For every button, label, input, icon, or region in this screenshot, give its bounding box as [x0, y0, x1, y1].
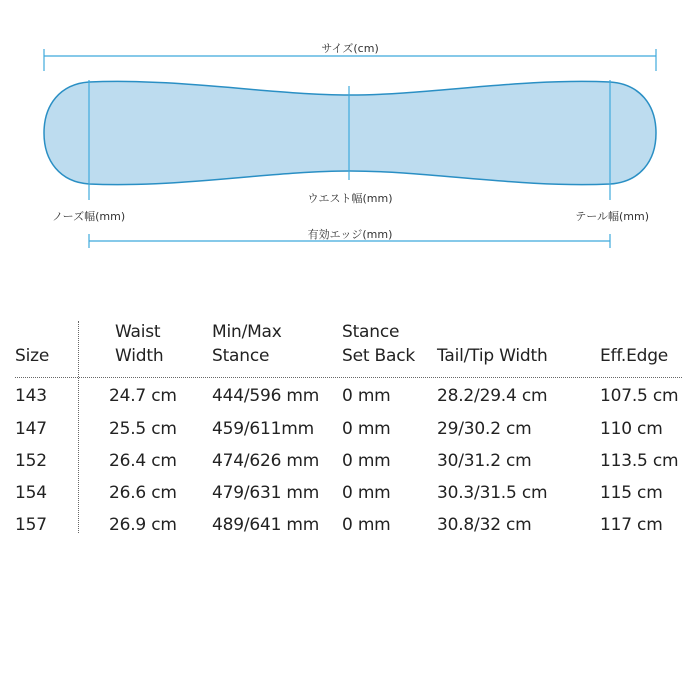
row1-setback: 0 mm	[342, 386, 391, 406]
row3-tail-tip: 30/31.2 cm	[437, 451, 532, 471]
header-waist-line1: Waist	[115, 322, 161, 342]
row3-edge: 113.5 cm	[600, 451, 679, 471]
row2-setback: 0 mm	[342, 419, 391, 439]
header-waist-line2: Width	[115, 346, 164, 366]
edge-label: 有効エッジ(mm)	[307, 228, 393, 241]
row5-tail-tip: 30.8/32 cm	[437, 515, 532, 535]
row2-stance: 459/611mm	[212, 419, 314, 439]
row5-edge: 117 cm	[600, 515, 663, 535]
row3-stance: 474/626 mm	[212, 451, 320, 471]
tail-label: テール幅(mm)	[575, 210, 649, 223]
row1-waist: 24.7 cm	[109, 386, 177, 406]
header-setback-line2: Set Back	[342, 346, 415, 366]
table-header-divider	[15, 377, 682, 378]
row4-size: 154	[15, 483, 47, 503]
row1-stance: 444/596 mm	[212, 386, 320, 406]
row2-edge: 110 cm	[600, 419, 663, 439]
nose-label: ノーズ幅(mm)	[52, 210, 126, 223]
waist-label: ウエスト幅(mm)	[307, 192, 393, 205]
row4-stance: 479/631 mm	[212, 483, 320, 503]
row4-tail-tip: 30.3/31.5 cm	[437, 483, 548, 503]
row5-waist: 26.9 cm	[109, 515, 177, 535]
table-vertical-divider	[78, 321, 79, 533]
size-label: サイズ(cm)	[321, 42, 379, 55]
header-tail-tip-width: Tail/Tip Width	[437, 346, 548, 366]
row1-tail-tip: 28.2/29.4 cm	[437, 386, 548, 406]
row2-waist: 25.5 cm	[109, 419, 177, 439]
row5-size: 157	[15, 515, 47, 535]
row4-edge: 115 cm	[600, 483, 663, 503]
header-stance-line1: Min/Max	[212, 322, 282, 342]
row1-size: 143	[15, 386, 47, 406]
row4-waist: 26.6 cm	[109, 483, 177, 503]
row3-waist: 26.4 cm	[109, 451, 177, 471]
row2-size: 147	[15, 419, 47, 439]
row4-setback: 0 mm	[342, 483, 391, 503]
header-setback-line1: Stance	[342, 322, 400, 342]
row1-edge: 107.5 cm	[600, 386, 679, 406]
snowboard-diagram	[0, 0, 700, 260]
header-stance-line2: Stance	[212, 346, 270, 366]
row2-tail-tip: 29/30.2 cm	[437, 419, 532, 439]
row5-setback: 0 mm	[342, 515, 391, 535]
row3-setback: 0 mm	[342, 451, 391, 471]
row3-size: 152	[15, 451, 47, 471]
header-eff-edge: Eff.Edge	[600, 346, 669, 366]
row5-stance: 489/641 mm	[212, 515, 320, 535]
snowboard-shape	[44, 81, 656, 184]
header-size: Size	[15, 346, 50, 366]
